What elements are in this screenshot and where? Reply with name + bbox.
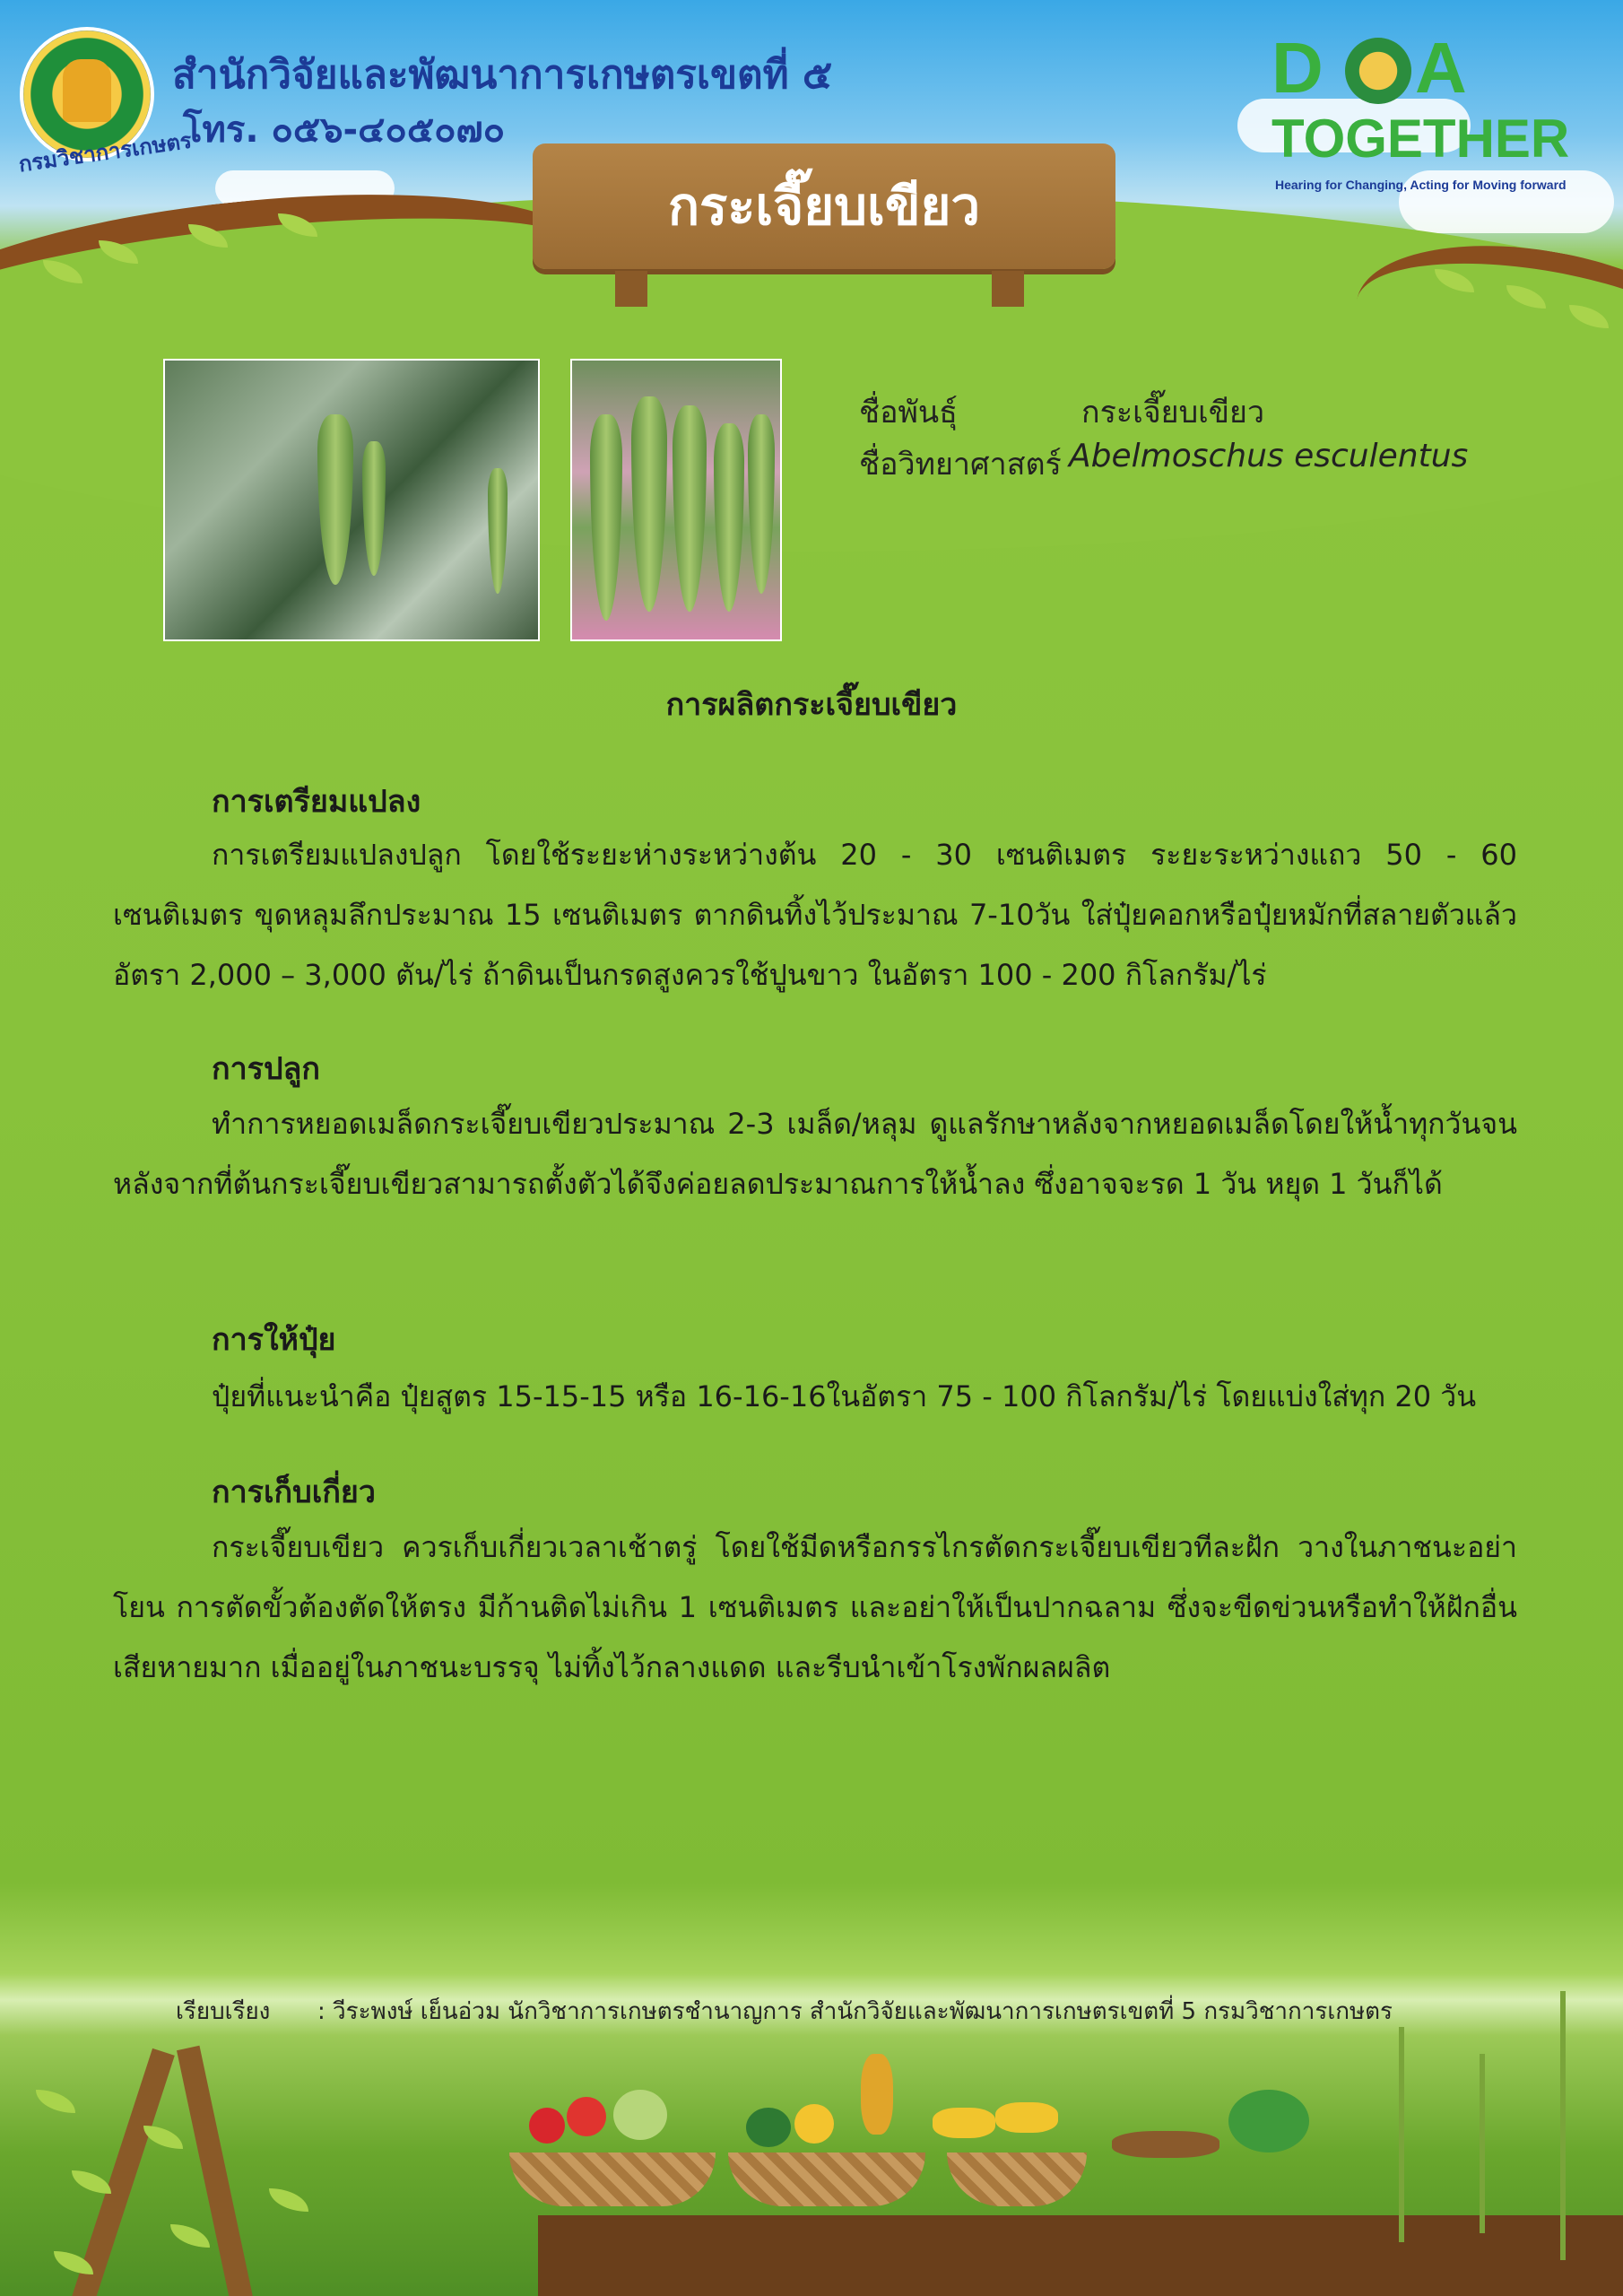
doa-together-word: TOGETHER [1271, 109, 1570, 169]
section-text-planting: ทำการหยอดเมล็ดกระเจี๊ยบเขียวประมาณ 2-3 เมล็ด/หลุม ดูแลรักษาหลังจากหยอดเมล็ดโดยให้น้ำทุกวันจน หลังจากที่ต้นกระเจี๊ยบเขียวสามารถตั้งตัวได้จึงค่อยลดประมาณการให้น้ำลง ซึ่งอาจจะรด 1 วัน หยุด 1 วันก็ได้ [113, 1107, 1517, 1201]
section-text-fertilizer: ปุ๋ยที่แนะนำคือ ปุ๋ยสูตร 15-15-15 หรือ 16-16-16ในอัตรา 75 - 100 กิโลกรัม/ไร่ โดยแบ่งใส่ทุก 20 วัน [212, 1379, 1477, 1413]
organization-name: สำนักวิจัยและพัฒนาการเกษตรเขตที่ ๕ [172, 52, 833, 98]
fruit-basket [728, 2152, 925, 2206]
doa-letter-d: D [1271, 28, 1324, 108]
doa-seal-icon [1345, 38, 1411, 104]
section-text-bed-preparation: การเตรียมแปลงปลูก โดยใช้ระยะห่างระหว่างต้น 20 - 30 เซนติเมตร ระยะระหว่างแถว 50 - 60 เซนติเมตร ขุดหลุมลึกประมาณ 15 เซนติเมตร ตากดินทิ้งไว้ประมาณ 7-10วัน ใส่ปุ๋ยคอกหรือปุ๋ยหมักที่สลายตัวแล้วอัตรา 2,000 – 3,000 ตัน/ไร่ ถ้าดินเป็นกรดสูงควรใช้ปูนขาว ในอัตรา 100 - 200 กิโลกรัม/ไร่ [113, 838, 1517, 992]
doa-letter-a: A [1415, 28, 1467, 108]
scientific-name-value: Abelmoschus esculentus [1069, 438, 1469, 474]
credit-line [176, 1993, 1393, 2030]
doa-tagline: Hearing for Changing, Acting for Moving forward [1275, 178, 1567, 192]
okra-pods-photo [570, 359, 782, 641]
phone-number: โทร. ๐๕๖-๔๐๕๐๗๐ [183, 109, 506, 151]
title-sign [533, 144, 1115, 269]
section-heading-harvest: การเก็บเกี่ยว [212, 1474, 376, 1510]
section-text-harvest: กระเจี๊ยบเขียว ควรเก็บเกี่ยวเวลาเช้าตรู่ โดยใช้มีดหรือกรรไกรตัดกระเจี๊ยบเขียวทีละฝัก วางในภาชนะอย่าโยน การตัดขั้วต้องตัดให้ตรง มีก้านติดไม่เกิน 1 เซนติเมตร และอย่าให้เป็นปากฉลาม ซึ่งจะขีดข่วนหรือทำให้ฝักอื่นเสียหายมาก เมื่ออยู่ในภาชนะบรรจุ ไม่ทิ้งไว้กลางแดด และรีบนำเข้าโรงพักผลผลิต [113, 1530, 1517, 1684]
scientific-name-label: ชื่อวิทยาศาสตร์ [859, 447, 1062, 483]
doa-together-logo [1271, 28, 1612, 203]
production-title: การผลิตกระเจี๊ยบเขียว [665, 687, 958, 723]
sign-title: กระเจี๊ยบเขียว [667, 176, 981, 237]
credit-label: เรียบเรียง [176, 1998, 271, 2025]
corn-basket [947, 2152, 1087, 2206]
okra-plant-photo [163, 359, 540, 641]
vegetable-basket [509, 2152, 716, 2206]
logo-caption: กรมวิชาการเกษตร [17, 127, 194, 178]
variety-label: ชื่อพันธุ์ [859, 395, 958, 430]
section-heading-bed-preparation: การเตรียมแปลง [212, 784, 421, 820]
credit-text: : วีระพงษ์ เย็นอ่วม นักวิชาการเกษตรชำนาญการ สำนักวิจัยและพัฒนาการเกษตรเขตที่ 5 กรมวิชาการเกษตร [317, 1998, 1393, 2025]
variety-value: กระเจี๊ยบเขียว [1081, 395, 1265, 430]
section-heading-fertilizer: การให้ปุ๋ย [212, 1322, 336, 1358]
section-heading-planting: การปลูก [212, 1051, 320, 1087]
